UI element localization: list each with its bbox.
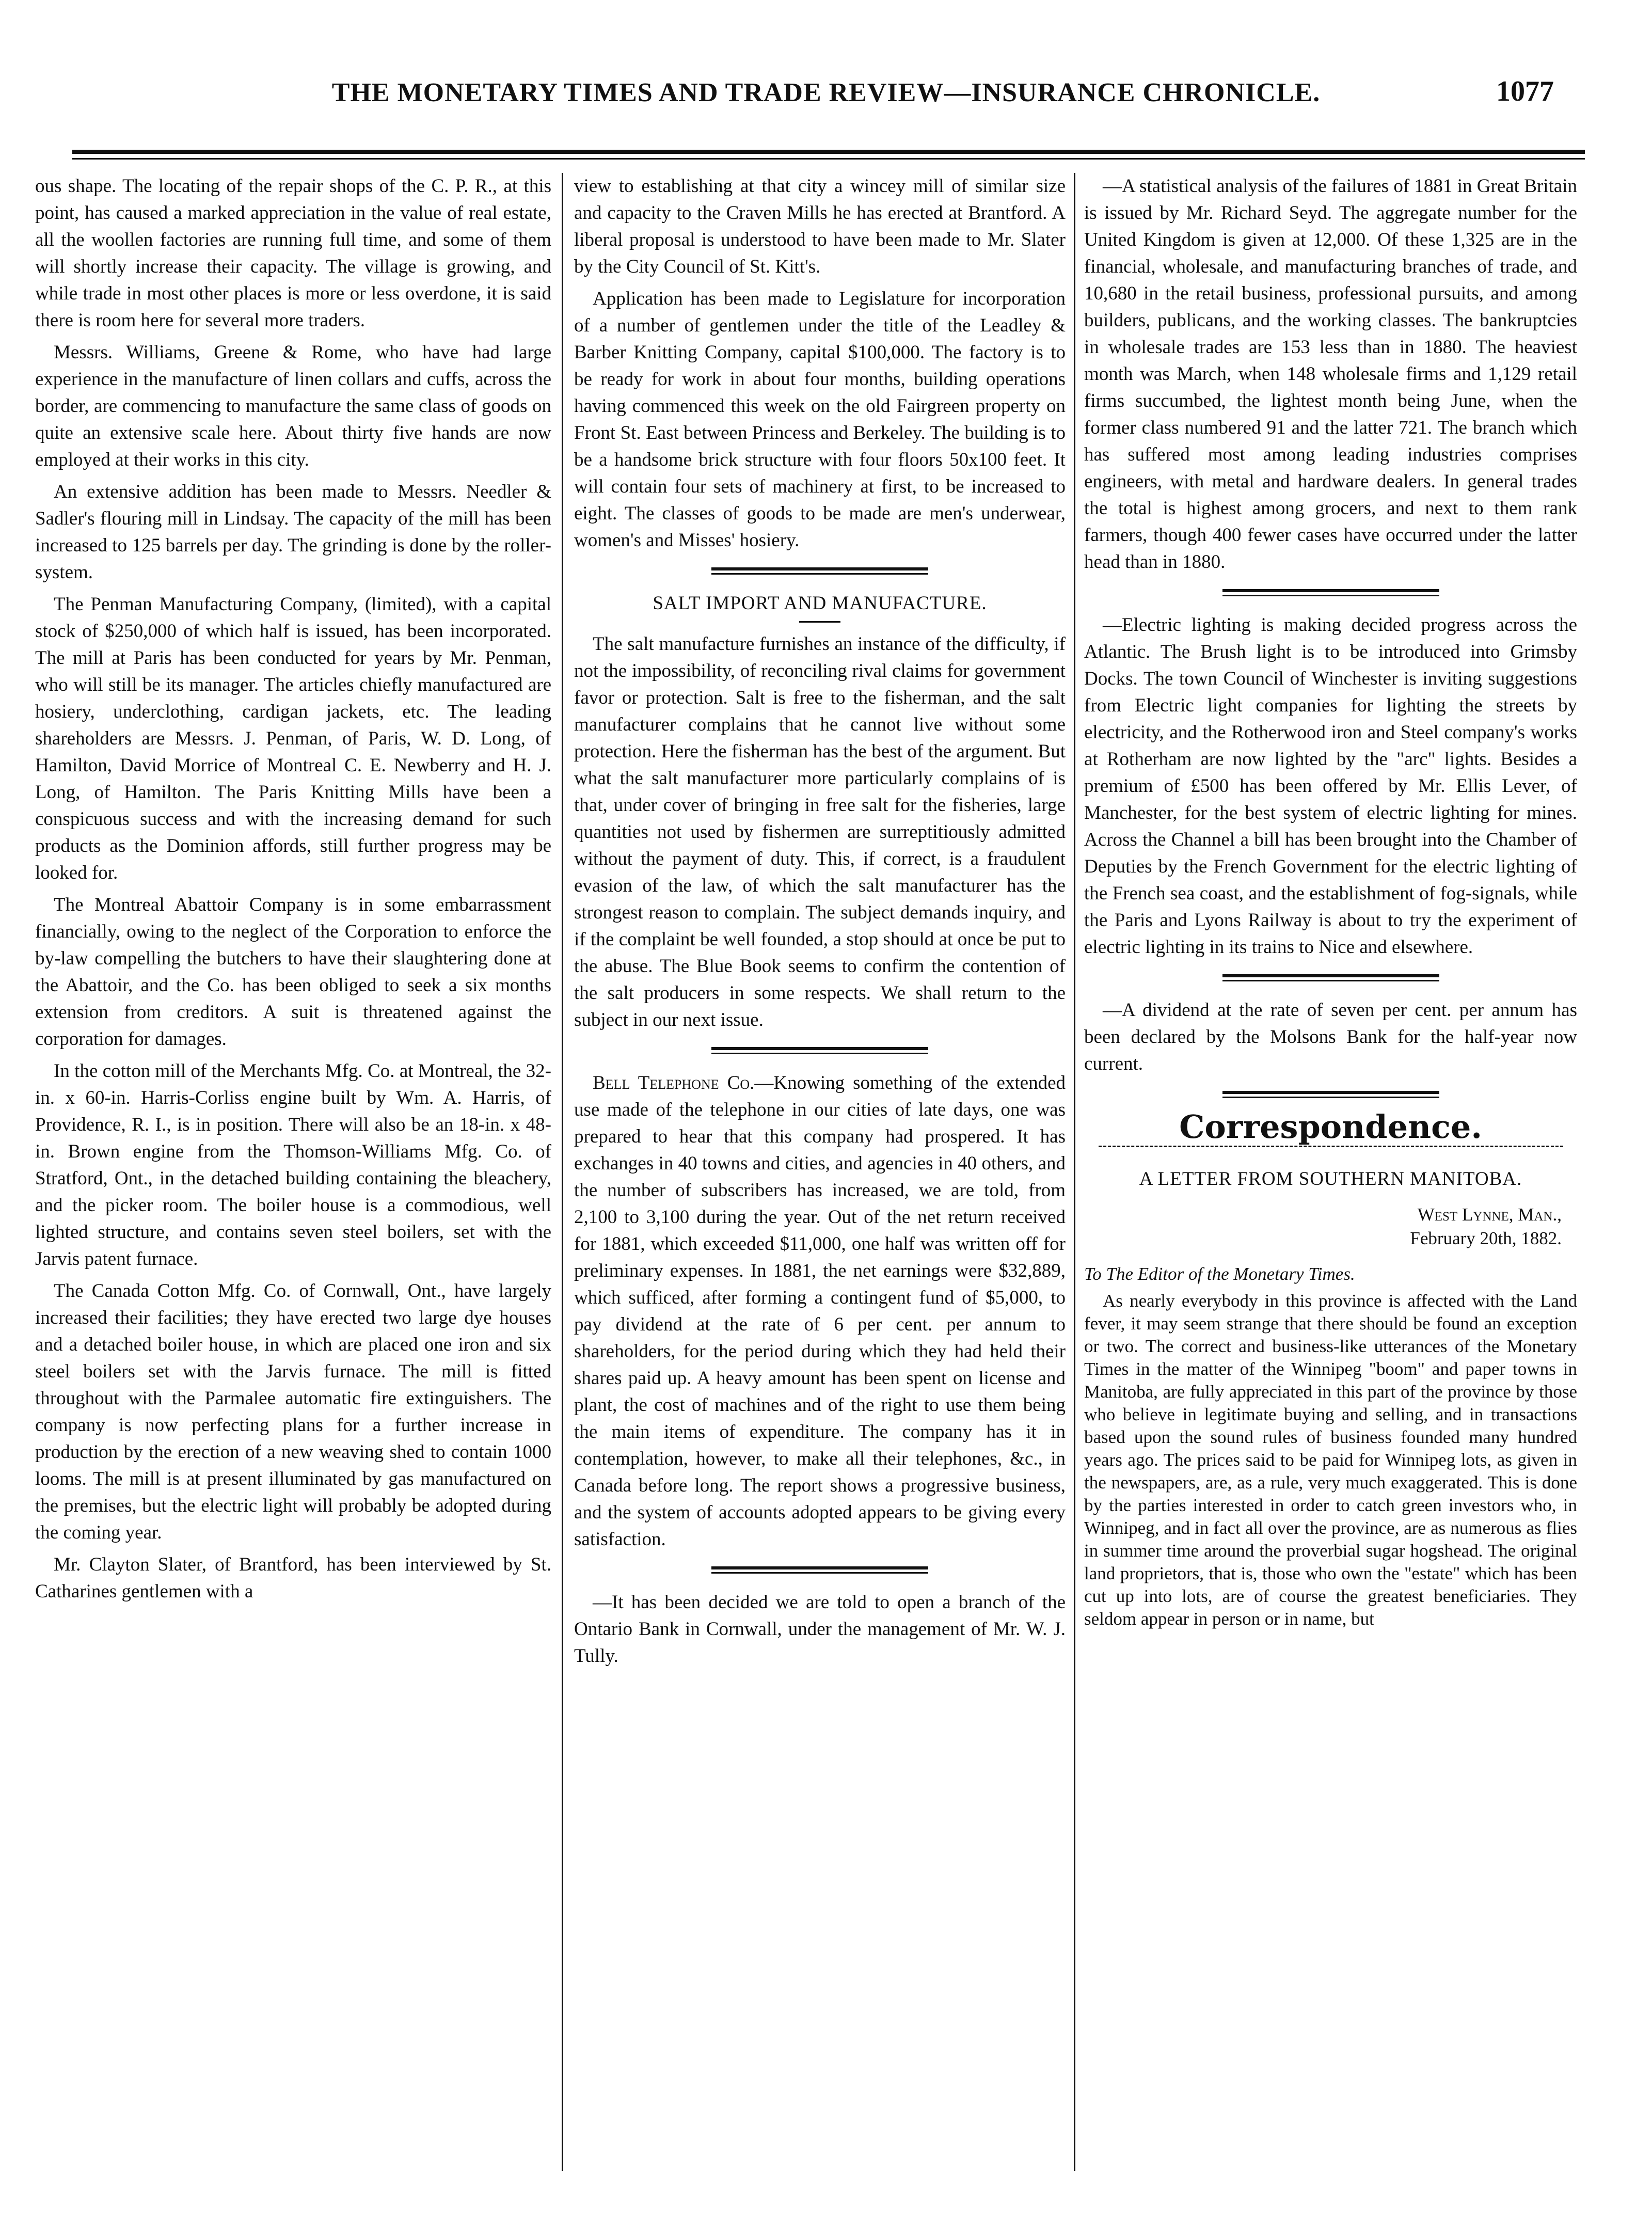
article-paragraph: In the cotton mill of the Merchants Mfg. Co. at Montreal, the 32-in. x 60-in. Harris-Corliss engine built by Wm. A. Harris, of Providence, R. I., is in position. There will also be an 18-in. x 48-in. Brown engine from the Thomson-Williams Mfg. Co. of Stratford, Ont., in the detached building containing the bleachery, and the picker room. The boiler house is a commodious, well lighted structure, and contains seven steel boilers, set with the Jarvis patent furnace. [35, 1060, 551, 1270]
section-divider [1222, 1091, 1439, 1098]
article-paragraph: Application has been made to Legislature for incorporation of a number of gentlemen under the title of the Leadley & Barber Knitting Company, capital $100,000. The factory is to be ready for work in about four months, building operations having commenced this week on the old Fairgreen property on Front St. East between Princess and Berkeley. The building is to be a handsome brick structure with four floors 50x100 feet. It will contain four sets of machinery at first, to be increased to eight. The classes of goods to be made are men's underwear, women's and Misses' hosiery. [574, 288, 1066, 551]
letter-body: As nearly everybody in this province is affected with the Land fever, it may seem strange that there should be found an exception or two. The correct and business-like utterances of the Monetary Times in the matter of the Winnipeg "boom" and paper towns in Manitoba, are fully appreciated in this part of the province by those who believe in legitimate buying and selling, and in transactions based upon the sound rules of business founded many hundred years ago. The prices said to be paid for Winnipeg lots, as given in the newspapers, are, as a rule, very much exaggerated. This is done by the parties interested in order to catch green investors who, in Winnipeg, and in fact all over the province, are as numerous as flies in summer time around the proverbial sugar hogshead. The original land proprietors, that is, those who own the "estate" which has been cut up into lots, are of course the greatest beneficiaries. They seldom appear in person or in name, but [1084, 1291, 1577, 1629]
column-2 [574, 173, 1066, 2176]
letter-salutation: To The Editor of the Monetary Times. [1084, 1264, 1355, 1284]
section-divider [711, 1047, 928, 1054]
column-divider-1 [562, 173, 563, 2171]
section-divider [1222, 974, 1439, 981]
dateline-date: February 20th, 1882. [1410, 1228, 1562, 1248]
column-1 [35, 173, 551, 2176]
correspondence-heading: Correspondence. [1179, 1108, 1482, 1146]
article-paragraph: The Montreal Abattoir Company is in some embarrassment financially, owing to the neglect of the Corporation to enforce the by-law compelling the butchers to have their slaughtering done at the Abattoir, and the Co. has been obliged to seek a six months extension from creditors. A suit is threatened against the corporation for damages. [35, 894, 551, 1050]
article-paragraph: Messrs. Williams, Greene & Rome, who have had large experience in the manufacture of linen collars and cuffs, across the border, are commencing to manufacture the same class of goods on quite an extensive scale here. About thirty five hands are now employed at their works in this city. [35, 342, 551, 470]
letter-dateline [1084, 1203, 1562, 1250]
article-paragraph: An extensive addition has been made to Messrs. Needler & Sadler's flouring mill in Lindsay. The capacity of the mill has been increased to 125 barrels per day. The grinding is done by the roller-system. [35, 481, 551, 583]
dateline-place: West Lynne, Man., [1417, 1204, 1562, 1225]
section-divider [711, 567, 928, 575]
article-paragraph: The salt manufacture furnishes an instance of the difficulty, if not the impossibility, of reconciling rival claims for government favor or protection. Salt is free to the fisherman, and the salt manufacturer complains that he cannot live without some protection. Here the fisherman has the best of the argument. But what the salt manufacturer more particularly complains of is that, under cover of bringing in free salt for the fisheries, large quantities not used by fishermen are surreptitiously admitted without the payment of duty. This, if correct, is a fraudulent evasion of the law, of which the salt manufacturer has the strongest reason to complain. The subject demands inquiry, and if the complaint be well founded, a stop should at once be put to the abuse. The Blue Book seems to confirm the contention of the salt producers in some respects. We shall return to the subject in our next issue. [574, 633, 1066, 1030]
header-rule-thin [72, 158, 1585, 160]
title-rule [799, 621, 840, 623]
article-paragraph-bell-telephone [574, 1070, 1066, 1553]
page-number: 1077 [1496, 75, 1554, 107]
section-title-salt: SALT IMPORT AND MANUFACTURE. [653, 593, 987, 614]
article-paragraph: The Canada Cotton Mfg. Co. of Cornwall, Ont., have largely increased their facilities; they have erected two large dye houses and a detached boiler house, in which are placed one iron and six steel boilers set with the Jarvis furnace. The mill is fitted throughout with the Parmalee automatic fire extinguishers. The company is now perfecting plans for a further increase in production by the erection of a new weaving shed to contain 1000 looms. The mill is at present illuminated by gas manufactured on the premises, but the electric light will probably be adopted during the coming year. [35, 1280, 551, 1543]
section-divider [711, 1566, 928, 1574]
article-paragraph: —It has been decided we are told to open a branch of the Ontario Bank in Cornwall, under the management of Mr. W. J. Tully. [574, 1592, 1066, 1667]
ornamental-rule [1099, 1146, 1563, 1152]
article-paragraph: —Electric lighting is making decided progress across the Atlantic. The Brush light is to be introduced into Grimsby Docks. The town Council of Winchester is inviting suggestions from Electric light companies for lighting the streets by electricity, and the Rotherwood iron and Steel company's works at Rotherham are now lighted by the "arc" lights. Besides a premium of £500 has been offered by Mr. Ellis Lever, of Manchester, for the best system of electric lighting for mines. Across the Channel a bill has been brought into the Chamber of Deputies by the French Government for the electric lighting of the French sea coast, and the establishment of fog-signals, while the Paris and Lyons Railway is about to try the experiment of electric lighting in its trains to Nice and elsewhere. [1084, 614, 1577, 958]
article-paragraph: —A dividend at the rate of seven per cent. per annum has been declared by the Molsons Bank for the half-year now current. [1084, 1000, 1577, 1074]
section-divider [1222, 589, 1439, 596]
article-paragraph: view to establishing at that city a wincey mill of similar size and capacity to the Craven Mills he has erected at Brantford. A liberal proposal is understood to have been made to Mr. Slater by the City Council of St. Kitt's. [574, 176, 1066, 277]
letter-title: A LETTER FROM SOUTHERN MANITOBA. [1139, 1168, 1522, 1190]
column-3 [1084, 173, 1577, 2176]
article-paragraph: ous shape. The locating of the repair shops of the C. P. R., at this point, has caused a marked appreciation in the value of real estate, all the woollen factories are running full time, and some of them will shortly increase their capacity. The village is growing, and while trade in most other places is more or less overdone, it is said there is room here for several more traders. [35, 176, 551, 331]
bell-telephone-body: —Knowing something of the extended use made of the telephone in our cities of late days, one was prepared to hear that this company had prospered. It has exchanges in 40 towns and cities, and agencies in 40 others, and the number of subscribers has increased, we are told, from 2,100 to 3,100 during the year. Out of the net return received for 1881, which exceeded $11,000, one half was written off for preliminary expenses. In 1881, the net earnings were $32,889, which sufficed, after forming a contingent fund of $5,000, to pay dividend at the rate of 6 per cent. per annum to shareholders, for the period during which they had held their shares paid up. A heavy amount has been spent on license and plant, the cost of machines and of the right to use them being the main items of expenditure. The company has it in contemplation, however, to make all their telephones, &c., in Canada before long. The report shows a progressive business, and the system of accounts adopted appears to be giving every satisfaction. [574, 1072, 1066, 1550]
header-rule-thick [72, 150, 1585, 154]
page-header-title: THE MONETARY TIMES AND TRADE REVIEW—INSURANCE CHRONICLE. [331, 78, 1321, 107]
article-paragraph: The Penman Manufacturing Company, (limited), with a capital stock of $250,000 of which half is issued, has been incorporated. The mill at Paris has been conducted for years by Mr. Penman, who will still be its manager. The articles chiefly manufactured are hosiery, underclothing, cardigan jackets, etc. The leading shareholders are Messrs. J. Penman, of Paris, W. D. Long, of Hamilton, David Morrice of Montreal C. E. Newberry and H. J. Long, of Hamilton. The Paris Knitting Mills have been a conspicuous success and with the increasing demand for such products as the Dominion affords, still further progress may be looked for. [35, 594, 551, 883]
article-paragraph: Mr. Clayton Slater, of Brantford, has been interviewed by St. Catharines gentlemen with a [35, 1554, 551, 1602]
column-divider-2 [1074, 173, 1075, 2171]
bell-telephone-lead: Bell Telephone Co. [593, 1072, 755, 1093]
article-paragraph: —A statistical analysis of the failures of 1881 in Great Britain is issued by Mr. Richard Seyd. The aggregate number for the United Kingdom is given at 12,000. Of these 1,325 are in the financial, wholesale, and manufacturing branches of trade, and 10,680 in the retail business, professional pursuits, and among builders, publicans, and the working classes. The bankruptcies in wholesale trades are 153 less than in 1880. The heaviest month was March, when 148 wholesale firms and 1,129 retail firms succumbed, the lightest month being June, when the former class numbered 91 and the latter 721. The branch which has suffered most among leading industries comprises engineers, with metal and hardware dealers. In general trades the total is highest among grocers, and next to them rank farmers, though 400 fewer cases have occurred under the latter head than in 1880. [1084, 176, 1577, 573]
